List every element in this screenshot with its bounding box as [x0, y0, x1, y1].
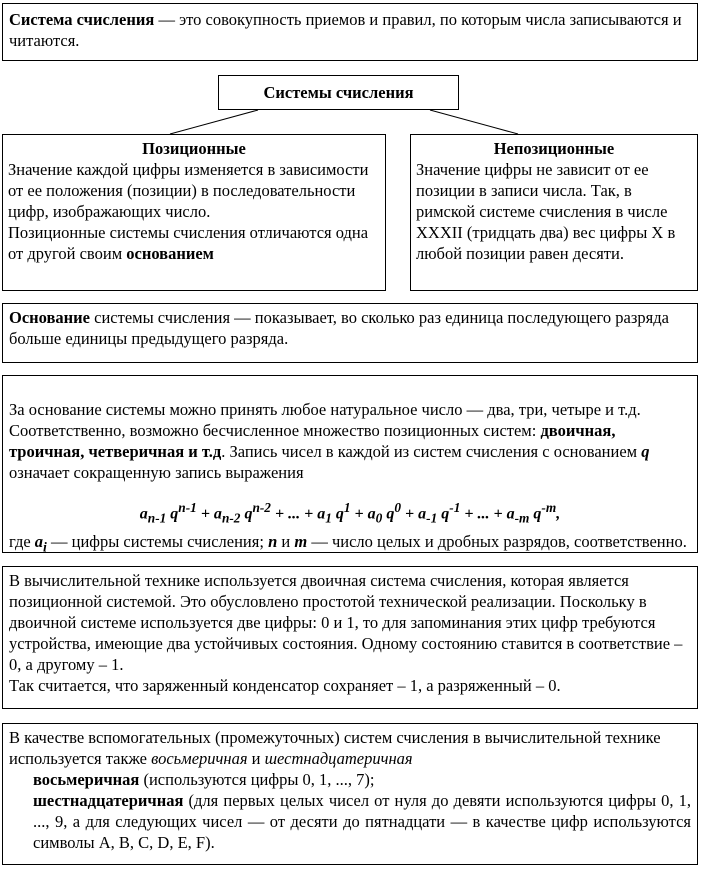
positional-box: [2, 134, 386, 291]
base-text: системы счисления — показывает, во сколько раз единица последующего разряда больше единицы предыдущего разряда.: [9, 308, 669, 348]
positional-base-term: основанием: [126, 244, 214, 263]
var-n: n: [268, 531, 278, 551]
octal-term: восьмеричная: [33, 770, 140, 789]
auxiliary-octal-italic: восьмеричная: [151, 749, 248, 768]
base-choice-text1: За основание системы можно принять любое натуральное число — два, три, четыре и т.д. Соответственно, возможно бесчисленное множество позиционных систем:: [9, 400, 641, 440]
expansion-formula: $a_{n-1}$ $q^{n-1} + a_{n-2}$ $q^{n-2}$ + ... + $a_1$ $q^1 + a_0$ $q^0 + a_{-1}$ $q^{-1}$ + ... + $a_{-m}$ $q^{-m}$,: [139, 500, 561, 526]
nonpositional-title: Непозиционные: [493, 139, 615, 158]
root-title-box: [218, 75, 459, 110]
nonpositional-text: Значение цифры не зависит от ее позиции в записи числа. Так, в римской системе счисления в числе XXXII (тридцать два) вес цифры X в любой позиции равен десяти.: [416, 160, 676, 263]
positional-title: Позиционные: [142, 139, 246, 158]
auxiliary-hex-italic: шестнадцатеричная: [264, 749, 413, 768]
base-choice-text3: означает сокращенную запись выражения: [9, 463, 304, 482]
base-definition-box: [2, 303, 698, 363]
hex-term: шестнадцатеричная: [33, 791, 184, 810]
root-title: Системы счисления: [263, 83, 414, 102]
positional-text2a: Позиционные системы счисления отличаются одна от другой своим: [8, 223, 369, 263]
binary-box: [2, 566, 698, 709]
nonpositional-box: [410, 134, 698, 291]
base-choice-paragraph: [9, 399, 691, 483]
connector-right: [430, 110, 518, 134]
base-term: Основание: [9, 308, 91, 327]
where-c: — число целых и дробных разрядов, соответственно.: [307, 531, 687, 551]
definition-text: — это совокупность приемов и правил, по которым числа записываются и читаются.: [9, 10, 682, 50]
octal-item: [9, 769, 691, 790]
positional-text1: Значение каждой цифры изменяется в зависимости от ее положения (позиции) в последовательности цифр, изображающих число.: [8, 160, 369, 221]
binary-text2: Так считается, что заряженный конденсатор сохраняет – 1, а разряженный – 0.: [9, 676, 561, 695]
base-choice-box: [2, 375, 698, 553]
base-choice-systems: двоичная, троичная, четверичная и т.д: [9, 421, 616, 461]
auxiliary-box: [2, 723, 698, 865]
base-choice-q: q: [641, 442, 650, 461]
positional-text2: [8, 222, 380, 264]
where-b: — цифры системы счисления;: [46, 531, 269, 551]
hex-text: (для первых целых чисел от нуля до девяти используются цифры 0, 1, ..., 9, а для следующих чисел — от десяти до пятнадцати — в качестве цифр используются символы A, B, C, D, E, F).: [33, 791, 691, 852]
auxiliary-intro2: и: [247, 749, 265, 768]
auxiliary-intro: [9, 727, 691, 769]
definition-box: [2, 3, 698, 61]
formula-explanation: где $a_i$ — цифры системы счисления; n и m — число целых и дробных разрядов, соответственно.: [9, 531, 687, 553]
definition-term: Система счисления: [9, 10, 155, 29]
auxiliary-intro1: В качестве вспомогательных (промежуточных) систем счисления в вычислительной технике используется также: [9, 728, 661, 768]
var-m: m: [294, 531, 308, 551]
connector-left: [170, 110, 258, 134]
base-choice-text2: . Запись чисел в каждой из систем счисления с основанием: [221, 442, 642, 461]
hex-item: [9, 790, 691, 853]
where-a: где: [9, 531, 35, 551]
and-text: и: [277, 531, 295, 551]
binary-text1: В вычислительной технике используется двоичная система счисления, которая является позиционной системой. Это обусловлено простотой технической реализации. Поскольку в двоичной системе используется две цифры: 0 и 1, то для запоминания этих цифр требуются устройства, имеющие два устойчивых состояния. Одному состоянию ставится в соответствие – 0, а другому – 1.: [9, 571, 683, 674]
octal-text: (используются цифры 0, 1, ..., 7);: [139, 770, 375, 789]
